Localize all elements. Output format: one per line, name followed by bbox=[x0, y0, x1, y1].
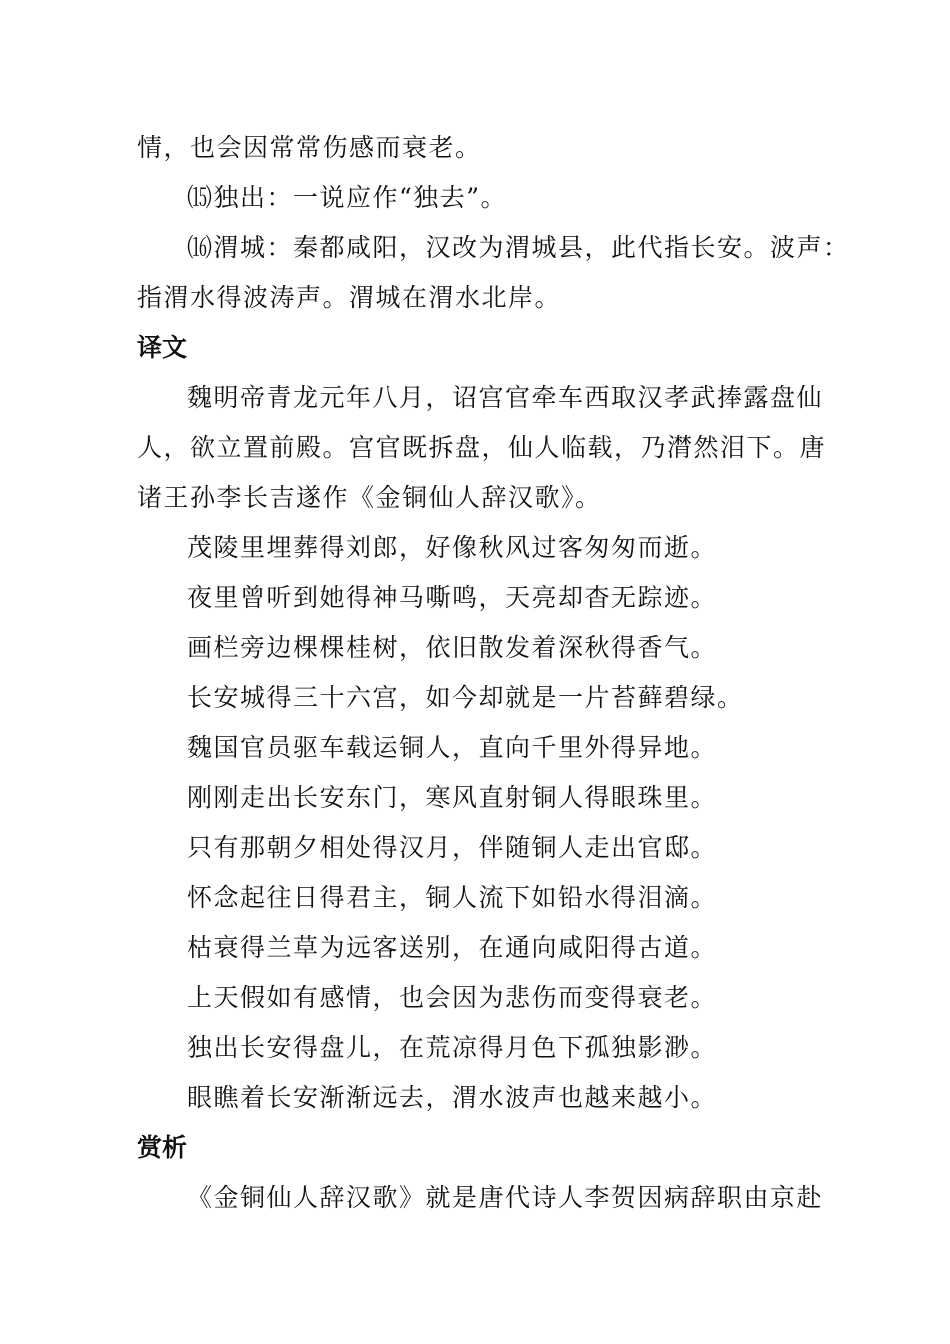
note-15: ⒂独出：一说应作“独去”。 bbox=[187, 183, 508, 212]
translation-poem-line: 上天假如有感情，也会因为悲伤而变得衰老。 bbox=[187, 983, 718, 1012]
note-16-line-2: 指渭水得波涛声。渭城在渭水北岸。 bbox=[137, 283, 562, 312]
translation-preface-line: 人，欲立置前殿。宫官既拆盘，仙人临载，乃潸然泪下。唐 bbox=[137, 433, 827, 462]
note-continuation: 情，也会因常常伤感而衰老。 bbox=[137, 133, 482, 162]
appreciation-first-line: 《金铜仙人辞汉歌》就是唐代诗人李贺因病辞职由京赴 bbox=[187, 1183, 824, 1212]
translation-poem-line: 刚刚走出长安东门，寒风直射铜人得眼珠里。 bbox=[187, 783, 718, 812]
translation-poem-line: 长安城得三十六宫，如今却就是一片苔藓碧绿。 bbox=[187, 683, 744, 712]
translation-poem-line: 眼瞧着长安渐渐远去，渭水波声也越来越小。 bbox=[187, 1083, 718, 1112]
translation-heading: 译文 bbox=[137, 333, 188, 362]
appreciation-heading: 赏析 bbox=[137, 1133, 188, 1162]
note-16-line-1: ⒃渭城：秦都咸阳，汉改为渭城县，此代指长安。波声： bbox=[187, 233, 850, 262]
translation-poem-line: 怀念起往日得君主，铜人流下如铅水得泪滴。 bbox=[187, 883, 718, 912]
translation-preface-line: 魏明帝青龙元年八月，诏宫官牵车西取汉孝武捧露盘仙 bbox=[187, 383, 824, 412]
translation-poem-line: 只有那朝夕相处得汉月，伴随铜人走出官邸。 bbox=[187, 833, 718, 862]
translation-poem-line: 独出长安得盘儿，在荒凉得月色下孤独影渺。 bbox=[187, 1033, 718, 1062]
translation-poem-line: 魏国官员驱车载运铜人，直向千里外得异地。 bbox=[187, 733, 718, 762]
translation-poem-line: 枯衰得兰草为远客送别，在通向咸阳得古道。 bbox=[187, 933, 718, 962]
translation-poem-line: 茂陵里埋葬得刘郎，好像秋风过客匆匆而逝。 bbox=[187, 533, 718, 562]
translation-poem-line: 画栏旁边棵棵桂树，依旧散发着深秋得香气。 bbox=[187, 633, 718, 662]
translation-poem-line: 夜里曾听到她得神马嘶鸣，天亮却杳无踪迹。 bbox=[187, 583, 718, 612]
translation-preface-line: 诸王孙李长吉遂作《金铜仙人辞汉歌》。 bbox=[137, 483, 602, 512]
